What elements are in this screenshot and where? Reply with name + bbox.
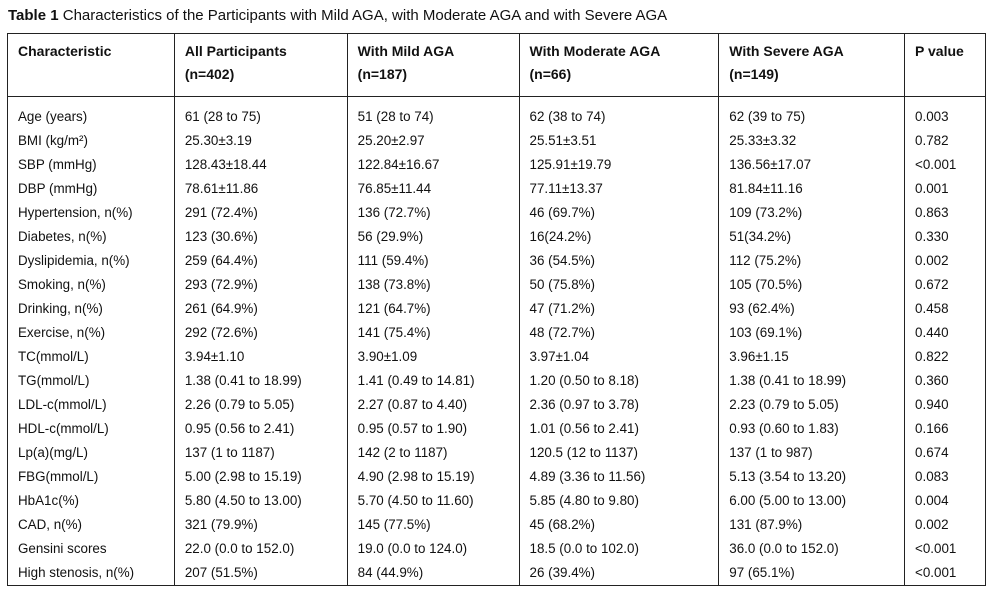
cell-all-participants: 3.94±1.10	[174, 345, 347, 369]
cell-severe-aga: 0.93 (0.60 to 1.83)	[719, 417, 905, 441]
cell-mild-aga: 145 (77.5%)	[347, 513, 519, 537]
cell-all-participants: 128.43±18.44	[174, 153, 347, 177]
table-row	[8, 129, 986, 153]
cell-severe-aga: 81.84±11.16	[719, 177, 905, 201]
cell-severe-aga: 103 (69.1%)	[719, 321, 905, 345]
cell-all-participants: 261 (64.9%)	[174, 297, 347, 321]
cell-all-participants: 5.80 (4.50 to 13.00)	[174, 489, 347, 513]
cell-mild-aga: 4.90 (2.98 to 15.19)	[347, 465, 519, 489]
cell-moderate-aga: 4.89 (3.36 to 11.56)	[519, 465, 719, 489]
cell-moderate-aga: 48 (72.7%)	[519, 321, 719, 345]
cell-mild-aga: 2.27 (0.87 to 4.40)	[347, 393, 519, 417]
cell-moderate-aga: 120.5 (12 to 1137)	[519, 441, 719, 465]
table-title: Characteristics of the Participants with Mild AGA, with Moderate AGA and with Severe AGA	[62, 7, 668, 24]
cell-mild-aga: 56 (29.9%)	[347, 225, 519, 249]
cell-p-value: <0.001	[905, 537, 986, 561]
table-row	[8, 441, 986, 465]
table-label: Table 1	[8, 7, 59, 24]
table-row	[8, 249, 986, 273]
cell-p-value: 0.440	[905, 321, 986, 345]
table-row	[8, 417, 986, 441]
cell-severe-aga: 25.33±3.32	[719, 129, 905, 153]
cell-mild-aga: 138 (73.8%)	[347, 273, 519, 297]
cell-characteristic: TC(mmol/L)	[8, 345, 175, 369]
cell-p-value: 0.674	[905, 441, 986, 465]
cell-severe-aga: 97 (65.1%)	[719, 561, 905, 586]
column-header-mild-aga: With Mild AGA (n=187)	[347, 34, 519, 97]
cell-mild-aga: 19.0 (0.0 to 124.0)	[347, 537, 519, 561]
cell-p-value: <0.001	[905, 561, 986, 586]
cell-characteristic: Dyslipidemia, n(%)	[8, 249, 175, 273]
cell-severe-aga: 112 (75.2%)	[719, 249, 905, 273]
cell-severe-aga: 109 (73.2%)	[719, 201, 905, 225]
table-row	[8, 201, 986, 225]
cell-severe-aga: 137 (1 to 987)	[719, 441, 905, 465]
table-row	[8, 465, 986, 489]
cell-all-participants: 25.30±3.19	[174, 129, 347, 153]
cell-p-value: 0.458	[905, 297, 986, 321]
cell-characteristic: FBG(mmol/L)	[8, 465, 175, 489]
cell-all-participants: 78.61±11.86	[174, 177, 347, 201]
table-row	[8, 393, 986, 417]
cell-mild-aga: 121 (64.7%)	[347, 297, 519, 321]
cell-characteristic: Exercise, n(%)	[8, 321, 175, 345]
table-row	[8, 561, 986, 586]
cell-characteristic: Drinking, n(%)	[8, 297, 175, 321]
cell-mild-aga: 141 (75.4%)	[347, 321, 519, 345]
cell-moderate-aga: 26 (39.4%)	[519, 561, 719, 586]
cell-mild-aga: 0.95 (0.57 to 1.90)	[347, 417, 519, 441]
table-row	[8, 97, 986, 130]
cell-moderate-aga: 5.85 (4.80 to 9.80)	[519, 489, 719, 513]
column-header-all-participants: All Participants (n=402)	[174, 34, 347, 97]
table-row	[8, 537, 986, 561]
cell-all-participants: 1.38 (0.41 to 18.99)	[174, 369, 347, 393]
characteristics-table	[7, 33, 986, 586]
cell-all-participants: 0.95 (0.56 to 2.41)	[174, 417, 347, 441]
cell-severe-aga: 1.38 (0.41 to 18.99)	[719, 369, 905, 393]
cell-moderate-aga: 62 (38 to 74)	[519, 97, 719, 130]
cell-characteristic: BMI (kg/m²)	[8, 129, 175, 153]
cell-characteristic: HDL-c(mmol/L)	[8, 417, 175, 441]
cell-severe-aga: 5.13 (3.54 to 13.20)	[719, 465, 905, 489]
table-caption	[8, 6, 667, 26]
cell-p-value: 0.002	[905, 249, 986, 273]
cell-moderate-aga: 2.36 (0.97 to 3.78)	[519, 393, 719, 417]
cell-characteristic: HbA1c(%)	[8, 489, 175, 513]
cell-mild-aga: 122.84±16.67	[347, 153, 519, 177]
cell-mild-aga: 76.85±11.44	[347, 177, 519, 201]
header-row	[8, 34, 986, 97]
cell-p-value: 0.940	[905, 393, 986, 417]
cell-all-participants: 321 (79.9%)	[174, 513, 347, 537]
cell-all-participants: 5.00 (2.98 to 15.19)	[174, 465, 347, 489]
cell-p-value: 0.822	[905, 345, 986, 369]
cell-mild-aga: 1.41 (0.49 to 14.81)	[347, 369, 519, 393]
cell-all-participants: 291 (72.4%)	[174, 201, 347, 225]
cell-p-value: 0.004	[905, 489, 986, 513]
cell-severe-aga: 51(34.2%)	[719, 225, 905, 249]
table-body	[8, 97, 986, 586]
cell-moderate-aga: 47 (71.2%)	[519, 297, 719, 321]
cell-mild-aga: 142 (2 to 1187)	[347, 441, 519, 465]
cell-severe-aga: 131 (87.9%)	[719, 513, 905, 537]
cell-mild-aga: 3.90±1.09	[347, 345, 519, 369]
cell-all-participants: 207 (51.5%)	[174, 561, 347, 586]
cell-severe-aga: 93 (62.4%)	[719, 297, 905, 321]
cell-moderate-aga: 46 (69.7%)	[519, 201, 719, 225]
cell-characteristic: Lp(a)(mg/L)	[8, 441, 175, 465]
cell-mild-aga: 25.20±2.97	[347, 129, 519, 153]
cell-moderate-aga: 45 (68.2%)	[519, 513, 719, 537]
cell-p-value: <0.001	[905, 153, 986, 177]
cell-severe-aga: 6.00 (5.00 to 13.00)	[719, 489, 905, 513]
table-row	[8, 345, 986, 369]
cell-mild-aga: 136 (72.7%)	[347, 201, 519, 225]
cell-moderate-aga: 77.11±13.37	[519, 177, 719, 201]
cell-severe-aga: 62 (39 to 75)	[719, 97, 905, 130]
column-header-characteristic: Characteristic	[8, 34, 175, 97]
table-row	[8, 153, 986, 177]
cell-p-value: 0.002	[905, 513, 986, 537]
cell-p-value: 0.863	[905, 201, 986, 225]
cell-moderate-aga: 36 (54.5%)	[519, 249, 719, 273]
table-row	[8, 321, 986, 345]
cell-p-value: 0.782	[905, 129, 986, 153]
cell-all-participants: 61 (28 to 75)	[174, 97, 347, 130]
cell-mild-aga: 111 (59.4%)	[347, 249, 519, 273]
cell-moderate-aga: 1.20 (0.50 to 8.18)	[519, 369, 719, 393]
column-header-moderate-aga: With Moderate AGA (n=66)	[519, 34, 719, 97]
cell-characteristic: Diabetes, n(%)	[8, 225, 175, 249]
cell-characteristic: CAD, n(%)	[8, 513, 175, 537]
cell-p-value: 0.166	[905, 417, 986, 441]
cell-moderate-aga: 16(24.2%)	[519, 225, 719, 249]
cell-severe-aga: 2.23 (0.79 to 5.05)	[719, 393, 905, 417]
cell-mild-aga: 5.70 (4.50 to 11.60)	[347, 489, 519, 513]
table-row	[8, 513, 986, 537]
cell-moderate-aga: 3.97±1.04	[519, 345, 719, 369]
cell-characteristic: Hypertension, n(%)	[8, 201, 175, 225]
cell-moderate-aga: 18.5 (0.0 to 102.0)	[519, 537, 719, 561]
cell-mild-aga: 51 (28 to 74)	[347, 97, 519, 130]
cell-moderate-aga: 1.01 (0.56 to 2.41)	[519, 417, 719, 441]
table-row	[8, 177, 986, 201]
cell-severe-aga: 3.96±1.15	[719, 345, 905, 369]
cell-characteristic: LDL-c(mmol/L)	[8, 393, 175, 417]
cell-all-participants: 259 (64.4%)	[174, 249, 347, 273]
cell-p-value: 0.672	[905, 273, 986, 297]
cell-characteristic: Age (years)	[8, 97, 175, 130]
cell-characteristic: TG(mmol/L)	[8, 369, 175, 393]
cell-severe-aga: 105 (70.5%)	[719, 273, 905, 297]
cell-moderate-aga: 125.91±19.79	[519, 153, 719, 177]
cell-p-value: 0.003	[905, 97, 986, 130]
cell-all-participants: 293 (72.9%)	[174, 273, 347, 297]
cell-all-participants: 2.26 (0.79 to 5.05)	[174, 393, 347, 417]
cell-mild-aga: 84 (44.9%)	[347, 561, 519, 586]
table-row	[8, 489, 986, 513]
column-header-severe-aga: With Severe AGA (n=149)	[719, 34, 905, 97]
cell-p-value: 0.330	[905, 225, 986, 249]
cell-characteristic: Smoking, n(%)	[8, 273, 175, 297]
column-header-p-value: P value	[905, 34, 986, 97]
cell-severe-aga: 36.0 (0.0 to 152.0)	[719, 537, 905, 561]
cell-all-participants: 123 (30.6%)	[174, 225, 347, 249]
table-row	[8, 273, 986, 297]
cell-p-value: 0.360	[905, 369, 986, 393]
cell-all-participants: 22.0 (0.0 to 152.0)	[174, 537, 347, 561]
table-row	[8, 297, 986, 321]
cell-moderate-aga: 50 (75.8%)	[519, 273, 719, 297]
cell-p-value: 0.083	[905, 465, 986, 489]
cell-characteristic: SBP (mmHg)	[8, 153, 175, 177]
cell-characteristic: High stenosis, n(%)	[8, 561, 175, 586]
cell-moderate-aga: 25.51±3.51	[519, 129, 719, 153]
table-row	[8, 369, 986, 393]
cell-p-value: 0.001	[905, 177, 986, 201]
cell-all-participants: 137 (1 to 1187)	[174, 441, 347, 465]
cell-characteristic: Gensini scores	[8, 537, 175, 561]
cell-severe-aga: 136.56±17.07	[719, 153, 905, 177]
cell-all-participants: 292 (72.6%)	[174, 321, 347, 345]
table-row	[8, 225, 986, 249]
cell-characteristic: DBP (mmHg)	[8, 177, 175, 201]
